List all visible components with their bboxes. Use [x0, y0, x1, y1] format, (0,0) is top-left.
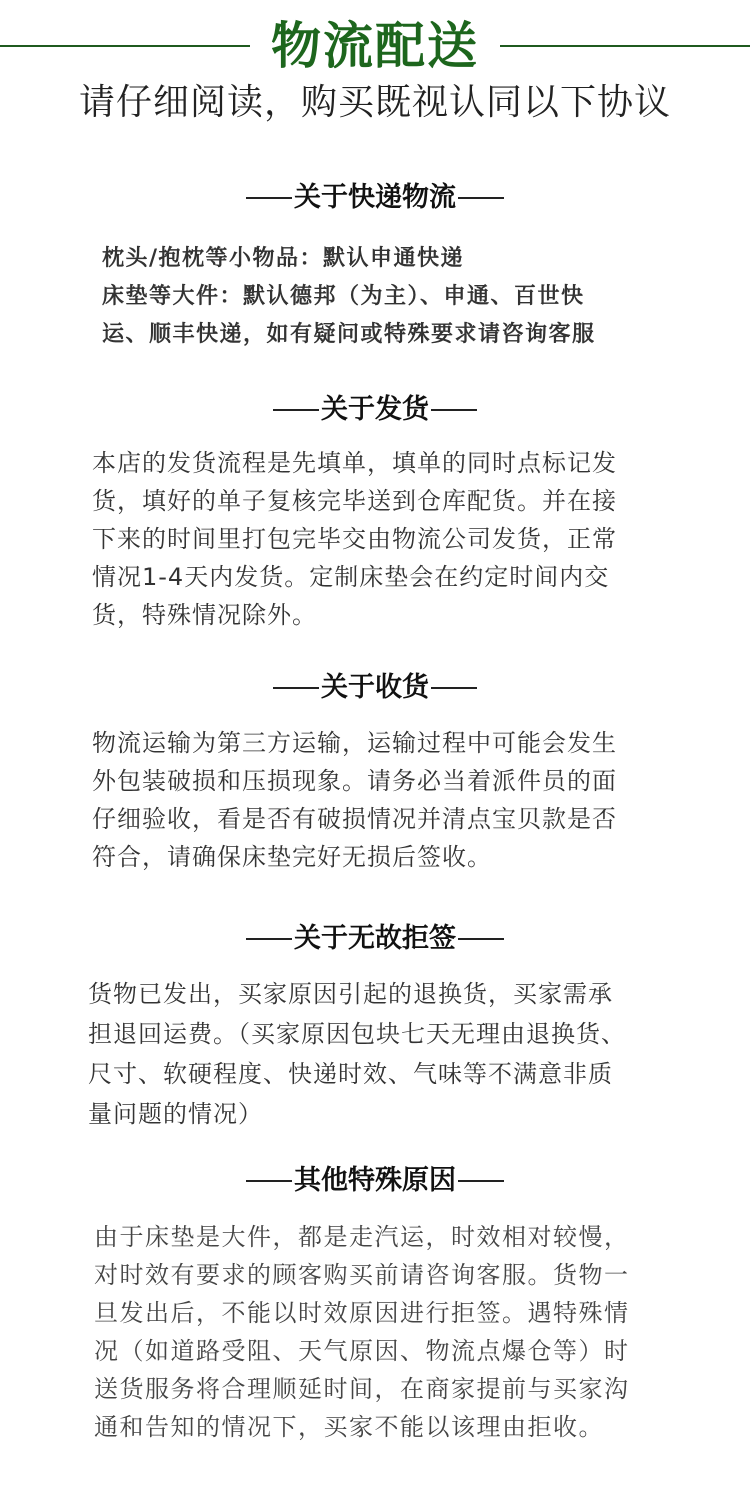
section-heading-label: 其他特殊原因 — [294, 1165, 456, 1196]
section-heading-shipping — [0, 393, 750, 427]
section-body-receiving — [92, 724, 617, 876]
page-header — [0, 14, 750, 78]
text-line: 情况1-4天内发货。定制床垫会在约定时间内交 — [92, 563, 610, 591]
section-body-shipping — [92, 444, 617, 634]
text-line: 尺寸、软硬程度、快递时效、气味等不满意非质 — [88, 1060, 613, 1088]
text-line: 旦发出后，不能以时效原因进行拒签。遇特殊情 — [94, 1299, 630, 1327]
text-line: 符合，请确保床垫完好无损后签收。 — [92, 843, 492, 871]
text-line: 仔细验收，看是否有破损情况并清点宝贝款是否 — [92, 805, 617, 833]
text-line: 由于床垫是大件，都是走汽运，时效相对较慢， — [94, 1223, 630, 1251]
text-line: 担退回运费。（买家原因包块七天无理由退换货、 — [88, 1020, 626, 1048]
section-heading-label: 关于发货 — [321, 394, 429, 425]
heading-dash-left — [246, 938, 292, 940]
section-body-courier — [102, 240, 596, 354]
text-line: 枕头/抱枕等小物品：默认申通快递 — [102, 246, 465, 271]
text-line: 货物已发出，买家原因引起的退换货，买家需承 — [88, 980, 613, 1008]
text-line: 货，填好的单子复核完毕送到仓库配货。并在接 — [92, 487, 617, 515]
section-heading-courier — [0, 181, 750, 215]
section-heading-receiving — [0, 671, 750, 705]
text-line: 下来的时间里打包完毕交由物流公司发货，正常 — [92, 525, 617, 553]
text-line: 通和告知的情况下，买家不能以该理由拒收。 — [94, 1413, 604, 1441]
text-line: 外包装破损和压损现象。请务必当着派件员的面 — [92, 767, 617, 795]
text-line: 况（如道路受阻、天气原因、物流点爆仓等）时 — [94, 1337, 630, 1365]
section-body-other — [94, 1218, 630, 1446]
text-line: 本店的发货流程是先填单，填单的同时点标记发 — [92, 449, 617, 477]
page-subtitle: 请仔细阅读，购买既视认同以下协议 — [78, 82, 671, 123]
header-divider-right — [500, 45, 750, 47]
section-heading-refusal — [0, 922, 750, 956]
text-line: 对时效有要求的顾客购买前请咨询客服。货物一 — [94, 1261, 630, 1289]
text-line: 床垫等大件：默认德邦（为主）、申通、百世快 — [102, 284, 585, 309]
section-heading-label: 关于快递物流 — [294, 182, 456, 213]
heading-dash-right — [431, 409, 477, 411]
section-heading-label: 关于收货 — [321, 672, 429, 703]
page-title: 物流配送 — [271, 17, 479, 75]
heading-dash-left — [273, 409, 319, 411]
section-body-refusal — [88, 974, 626, 1134]
section-heading-label: 关于无故拒签 — [294, 923, 456, 954]
text-line: 量问题的情况） — [88, 1100, 263, 1128]
heading-dash-left — [273, 687, 319, 689]
header-divider-left — [0, 45, 250, 47]
heading-dash-right — [458, 938, 504, 940]
text-line: 送货服务将合理顺延时间，在商家提前与买家沟 — [94, 1375, 630, 1403]
heading-dash-right — [458, 197, 504, 199]
heading-dash-right — [431, 687, 477, 689]
section-heading-other — [0, 1164, 750, 1198]
text-line: 运、顺丰快递，如有疑问或特殊要求请咨询客服 — [102, 322, 596, 347]
heading-dash-left — [246, 1180, 292, 1182]
text-line: 物流运输为第三方运输，运输过程中可能会发生 — [92, 729, 617, 757]
text-line: 货，特殊情况除外。 — [92, 601, 317, 629]
heading-dash-right — [458, 1180, 504, 1182]
heading-dash-left — [246, 197, 292, 199]
